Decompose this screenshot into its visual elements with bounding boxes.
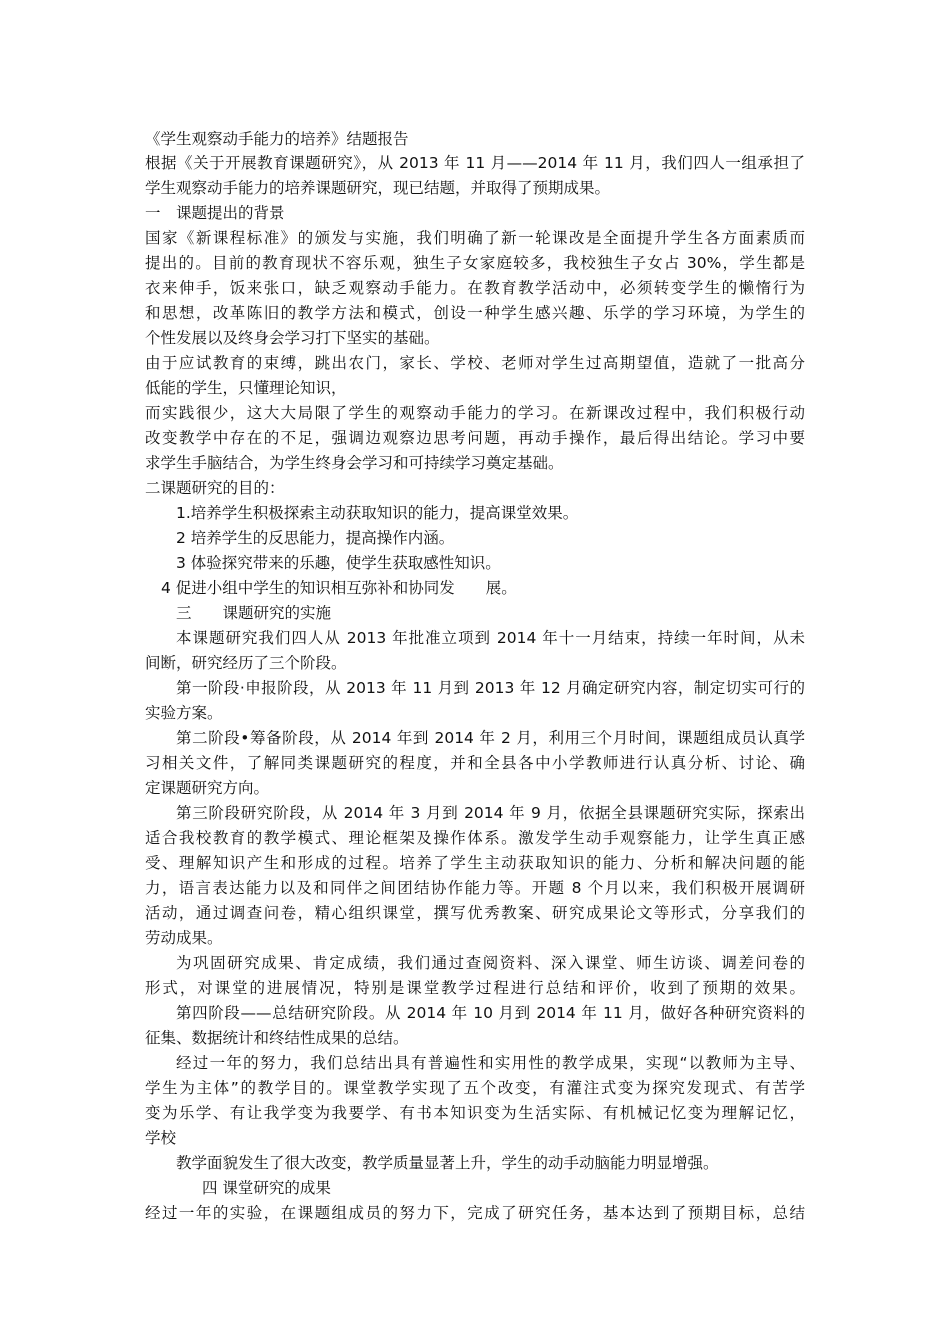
text-line: 学生观察动手能力的培养课题研究，现已结题，并取得了预期成果。	[145, 179, 611, 197]
text-line: 国家《新课程标准》的颁发与实施，我们明确了新一轮课改是全面提升学生各方面素质而	[145, 229, 805, 247]
text-line: 经过一年的努力，我们总结出具有普遍性和实用性的教学成果，实现“以教师为主导、	[176, 1054, 805, 1072]
text-line: 根据《关于开展教育课题研究》，从 2013 年 11 月——2014 年 11 月，我们四人一组承担了	[145, 154, 805, 172]
text-line: 形式，对课堂的进展情况，特别是课堂教学过程进行总结和评价，收到了预期的效果。	[145, 979, 805, 997]
list-item: 3 体验探究带来的乐趣，使学生获取感性知识。	[176, 554, 501, 572]
text-line: 为巩固研究成果、肯定成绩，我们通过查阅资料、深入课堂、师生访谈、调差问卷的	[176, 954, 805, 972]
section-heading: 一 课题提出的背景	[145, 204, 285, 222]
text-line: 教学面貌发生了很大改变，教学质量显著上升，学生的动手动脑能力明显增强。	[176, 1154, 719, 1172]
text-line: 求学生手脑结合，为学生终身会学习和可持续学习奠定基础。	[145, 454, 564, 472]
text-line: 学校	[145, 1129, 177, 1147]
section-heading: 四 课堂研究的成果	[202, 1179, 331, 1197]
text-line: 本课题研究我们四人从 2013 年批准立项到 2014 年十一月结束，持续一年时间，从未	[176, 629, 805, 647]
text-line: 间断，研究经历了三个阶段。	[145, 654, 347, 672]
list-item: 4 促进小组中学生的知识相互弥补和协同发 展。	[161, 579, 517, 597]
section-heading: 三 课题研究的实施	[176, 604, 332, 622]
text-line: 第四阶段——总结研究阶段。从 2014 年 10 月到 2014 年 11 月，做好各种研究资料的	[176, 1004, 805, 1022]
section-heading: 二课题研究的目的：	[145, 479, 285, 497]
text-line: 活动，通过调查问卷，精心组织课堂，撰写优秀教案、研究成果论文等形式，分享我们的	[145, 904, 805, 922]
text-line: 定课题研究方向。	[145, 779, 270, 797]
text-line: 提出的。目前的教育现状不容乐观，独生子女家庭较多，我校独生子女占 30%，学生都是	[145, 254, 805, 272]
text-line: 经过一年的实验，在课题组成员的努力下，完成了研究任务，基本达到了预期目标，总结	[145, 1204, 805, 1222]
text-line: 个性发展以及终身会学习打下坚实的基础。	[145, 329, 440, 347]
text-line: 而实践很少，这大大局限了学生的观察动手能力的学习。在新课改过程中，我们积极行动	[145, 404, 805, 422]
text-line: 第三阶段研究阶段，从 2014 年 3 月到 2014 年 9 月，依据全县课题研究实际，探索出	[176, 804, 805, 822]
text-line: 低能的学生，只懂理论知识，	[145, 379, 347, 397]
report-title: 《学生观察动手能力的培养》结题报告	[145, 130, 409, 148]
text-line: 实验方案。	[145, 704, 223, 722]
text-line: 适合我校教育的教学模式、理论框架及操作体系。激发学生动手观察能力，让学生真正感	[145, 829, 805, 847]
text-line: 第二阶段•筹备阶段，从 2014 年到 2014 年 2 月，利用三个月时间，课题组成员认真学	[176, 729, 805, 747]
text-line: 由于应试教育的束缚，跳出农门，家长、学校、老师对学生过高期望值，造就了一批高分	[145, 354, 805, 372]
list-item: 1.培养学生积极探索主动获取知识的能力，提高课堂效果。	[176, 504, 579, 522]
text-line: 劳动成果。	[145, 929, 223, 947]
text-line: 学生为主体”的教学目的。课堂教学实现了五个改变，有灌注式变为探究发现式、有苦学	[145, 1079, 805, 1097]
text-line: 和思想，改革陈旧的教学方法和模式，创设一种学生感兴趣、乐学的学习环境，为学生的	[145, 304, 805, 322]
text-line: 习相关文件，了解同类课题研究的程度，并和全县各中小学教师进行认真分析、讨论、确	[145, 754, 805, 772]
text-line: 征集、数据统计和终结性成果的总结。	[145, 1029, 409, 1047]
text-line: 力，语言表达能力以及和同伴之间团结协作能力等。开题 8 个月以来，我们积极开展调研	[145, 879, 805, 897]
text-line: 改变教学中存在的不足，强调边观察边思考问题，再动手操作，最后得出结论。学习中要	[145, 429, 805, 447]
list-item: 2 培养学生的反思能力，提高操作内涵。	[176, 529, 455, 547]
text-line: 第一阶段·申报阶段，从 2013 年 11 月到 2013 年 12 月确定研究内容，制定切实可行的	[176, 679, 805, 697]
text-line: 变为乐学、有让我学变为我要学、有书本知识变为生活实际、有机械记忆变为理解记忆，	[145, 1104, 805, 1122]
text-line: 受、理解知识产生和形成的过程。培养了学生主动获取知识的能力、分析和解决问题的能	[145, 854, 805, 872]
text-line: 衣来伸手，饭来张口，缺乏观察动手能力。在教育教学活动中，必须转变学生的懒惰行为	[145, 279, 805, 297]
